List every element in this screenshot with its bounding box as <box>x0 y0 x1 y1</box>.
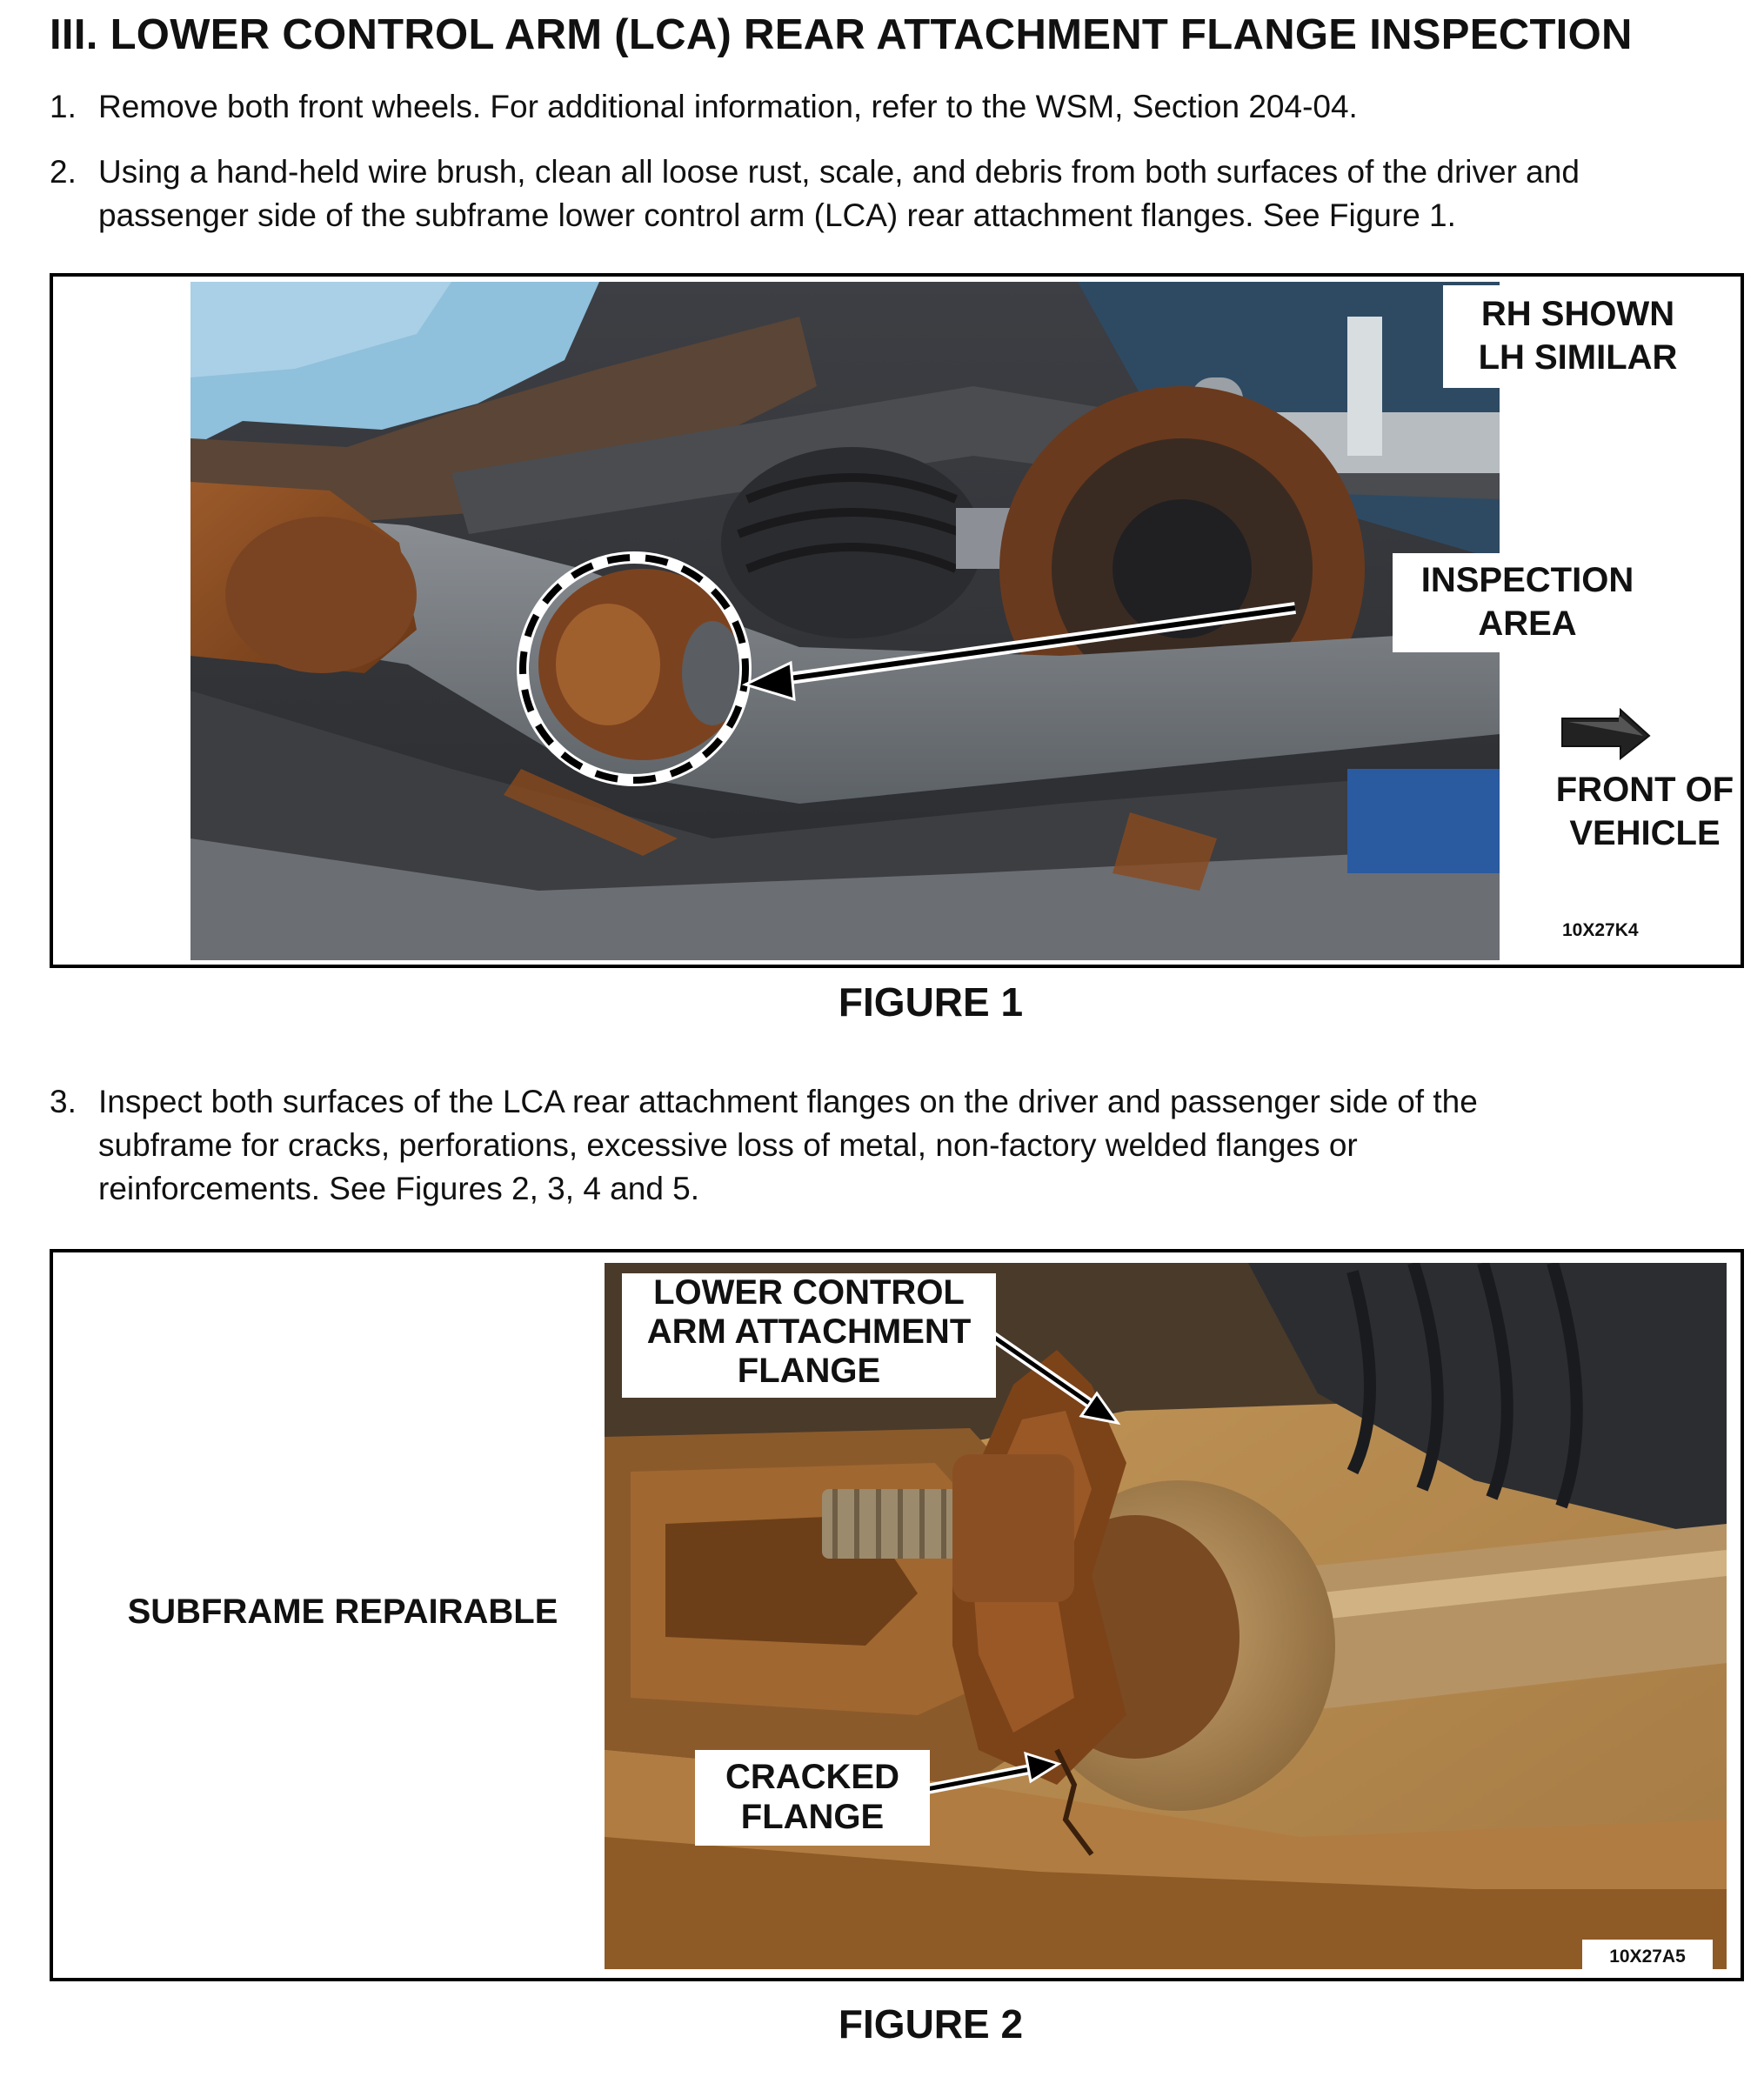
figure-1-frame <box>50 273 1744 968</box>
step-text: Remove both front wheels. For additional information, refer to the WSM, Section 204-04. <box>98 89 1358 124</box>
step-number: 3. <box>50 1084 77 1119</box>
front-of-vehicle-label <box>1514 768 1764 855</box>
step-1 <box>50 85 1754 129</box>
inspection-area-line-2: AREA <box>1478 604 1577 643</box>
step-text-line: Inspect both surfaces of the LCA rear attachment flanges on the driver and passenger side of the <box>98 1084 1478 1119</box>
figure-2-image-id: 10X27A5 <box>1609 1947 1686 1967</box>
lca-flange-line-3: FLANGE <box>737 1352 881 1390</box>
figure-1-image-id: 10X27K4 <box>1562 920 1639 940</box>
inspection-area-line-1: INSPECTION <box>1420 561 1634 599</box>
orientation-label <box>1443 285 1713 388</box>
step-3 <box>50 1080 1754 1211</box>
front-of-vehicle-line-1: FRONT OF <box>1555 771 1734 809</box>
step-text-line: subframe for cracks, perforations, excessive loss of metal, non-factory welded flanges or <box>98 1127 1358 1163</box>
lca-flange-line-1: LOWER CONTROL <box>653 1273 965 1312</box>
step-text-line: reinforcements. See Figures 2, 3, 4 and 5. <box>98 1171 700 1206</box>
orientation-line-2: LH SIMILAR <box>1478 338 1678 377</box>
front-of-vehicle-line-2: VEHICLE <box>1569 814 1721 852</box>
cracked-flange-line-1: CRACKED <box>725 1758 899 1796</box>
figure-2-caption: FIGURE 2 <box>838 2001 1024 2047</box>
section-heading: III. LOWER CONTROL ARM (LCA) REAR ATTACHMENT FLANGE INSPECTION <box>50 11 1633 58</box>
step-text-line: Using a hand-held wire brush, clean all loose rust, scale, and debris from both surfaces of the driver and <box>98 154 1580 190</box>
lca-flange-label <box>622 1273 996 1398</box>
figure-2-frame <box>50 1249 1744 1981</box>
lca-flange-line-2: ARM ATTACHMENT <box>646 1312 972 1351</box>
cracked-flange-line-2: FLANGE <box>740 1798 885 1836</box>
figure-1-photo <box>190 282 1500 960</box>
step-number: 1. <box>50 89 77 124</box>
step-text-line: passenger side of the subframe lower control arm (LCA) rear attachment flanges. See Figure 1. <box>98 197 1456 233</box>
orientation-line-1: RH SHOWN <box>1480 295 1675 333</box>
figure-2-image-id-box <box>1582 1940 1713 1974</box>
step-2 <box>50 150 1754 237</box>
front-direction-arrow-icon <box>1558 708 1654 760</box>
cracked-flange-label <box>695 1750 930 1846</box>
inspection-area-label <box>1393 553 1662 652</box>
step-number: 2. <box>50 154 77 190</box>
figure-1-caption: FIGURE 1 <box>838 979 1024 1025</box>
subframe-status-label: SUBFRAME REPAIRABLE <box>127 1593 558 1631</box>
